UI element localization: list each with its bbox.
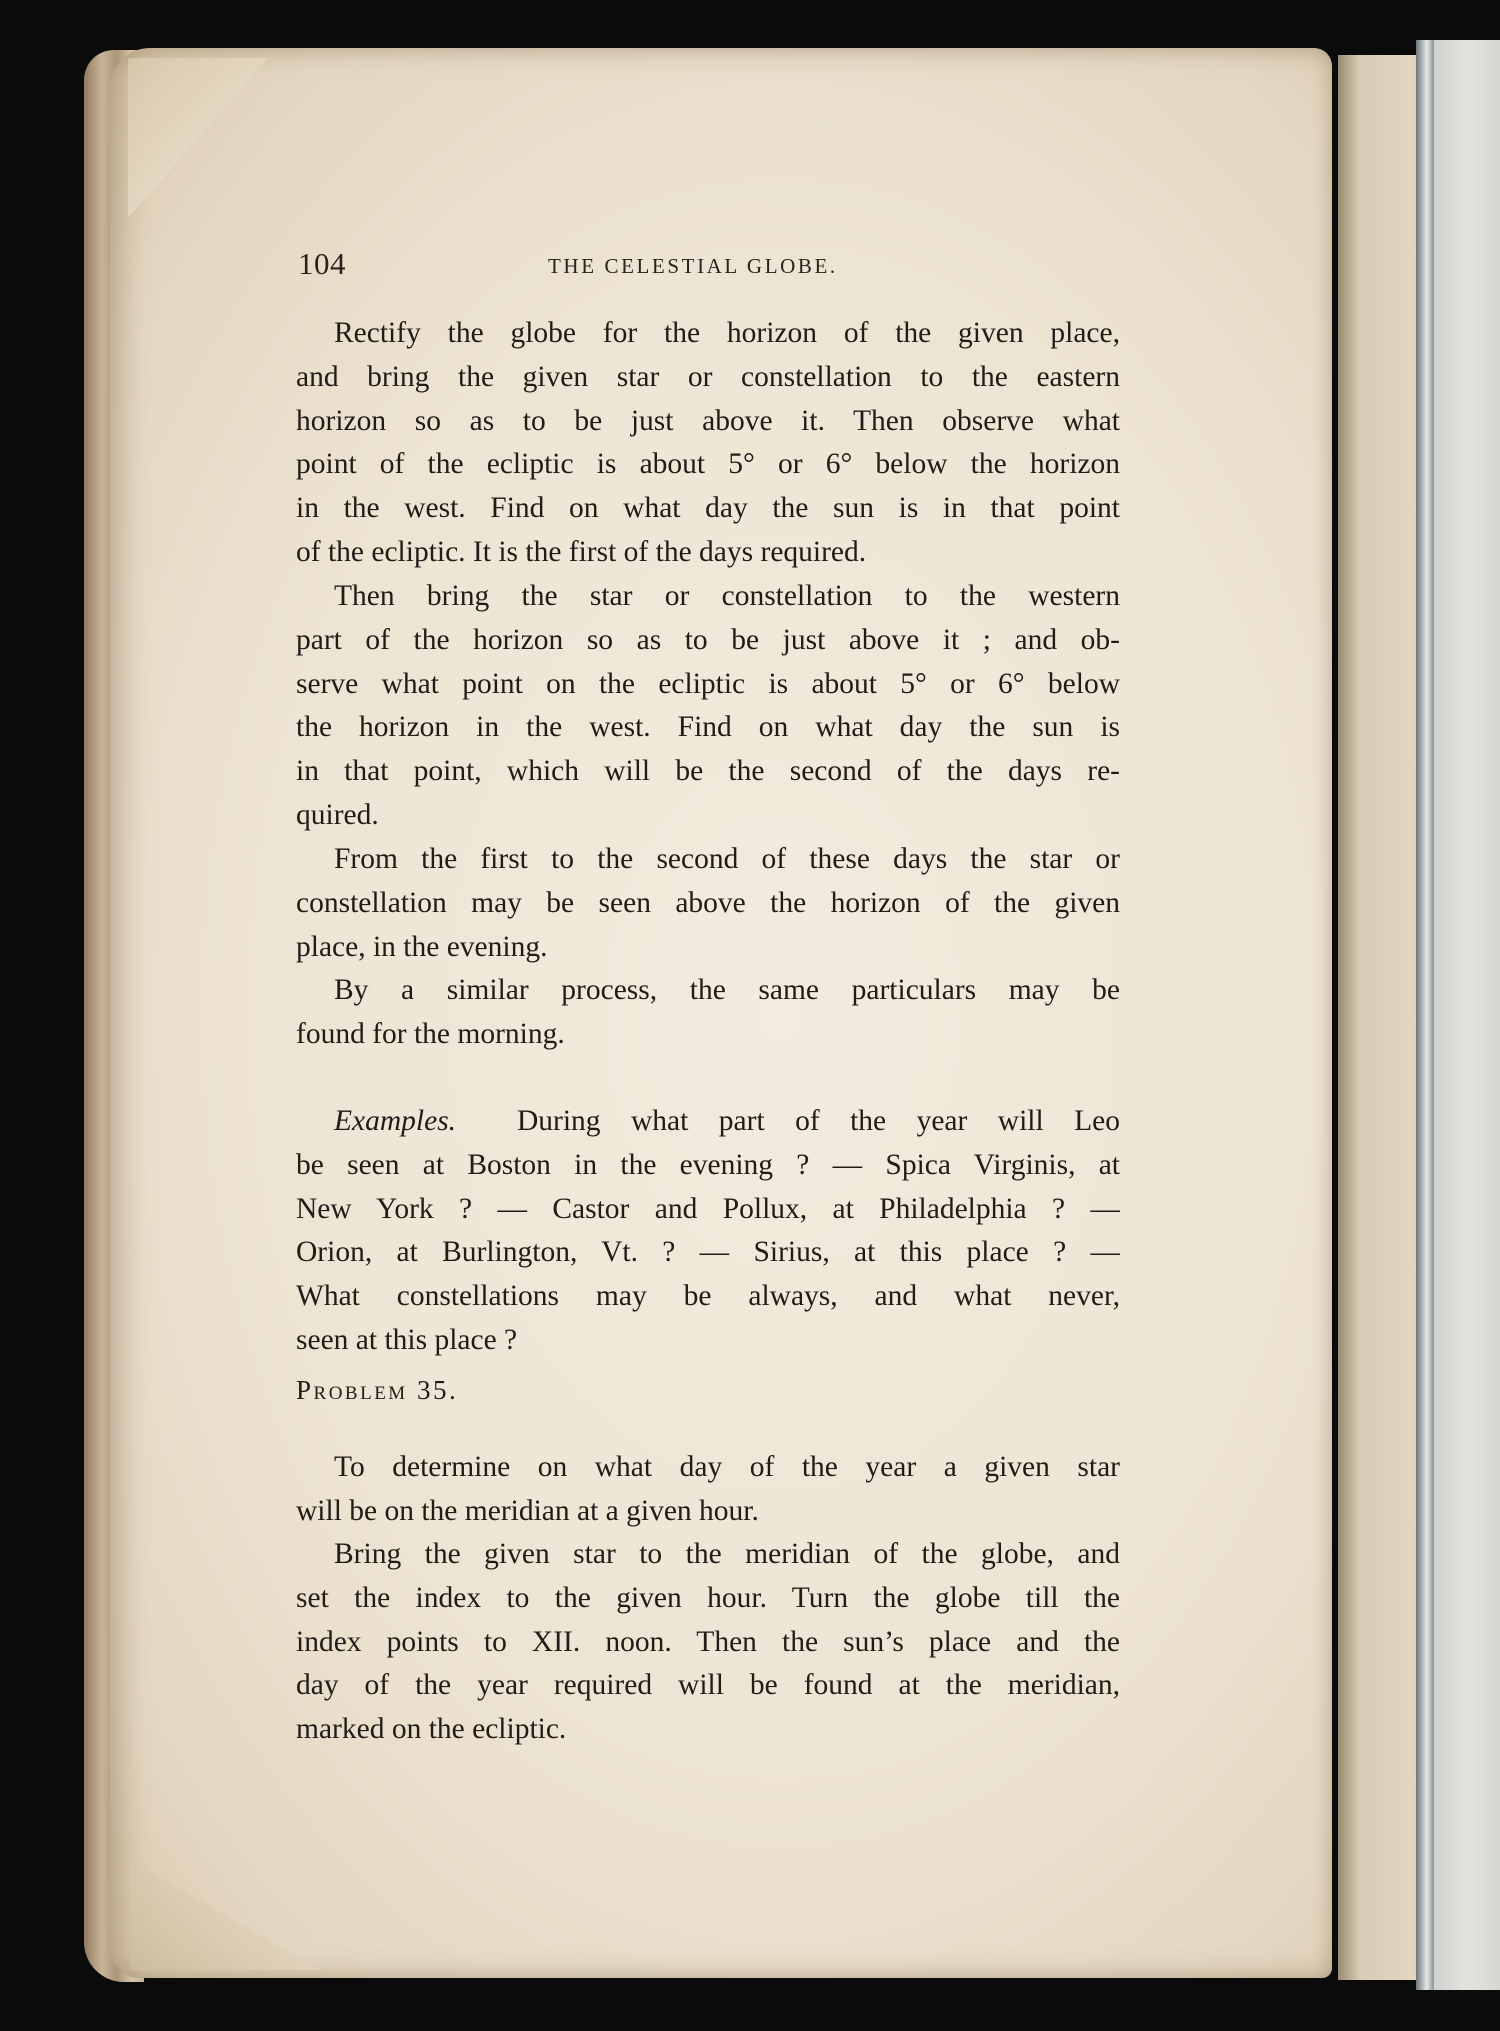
text-line: point of the ecliptic is about 5° or 6° below the horizon bbox=[296, 448, 1120, 481]
text-line: will be on the meridian at a given hour. bbox=[296, 1494, 759, 1527]
text-line: in that point, which will be the second of the days re- bbox=[296, 755, 1120, 788]
paragraph-3 bbox=[296, 838, 1120, 969]
text-line: seen at this place ? bbox=[296, 1323, 518, 1356]
text-line: horizon so as to be just above it. Then observe what bbox=[296, 404, 1120, 437]
text-line: To determine on what day of the year a given star bbox=[334, 1451, 1120, 1483]
text-line: found for the morning. bbox=[296, 1017, 565, 1050]
problem-statement bbox=[296, 1446, 1120, 1534]
problem-solution bbox=[296, 1533, 1120, 1752]
text-line: What constellations may be always, and what never, bbox=[296, 1280, 1120, 1313]
text-line: part of the horizon so as to be just above it ; and ob- bbox=[296, 623, 1120, 656]
text-line: in the west. Find on what day the sun is in that point bbox=[296, 492, 1120, 525]
text-line: of the ecliptic. It is the first of the days required. bbox=[296, 535, 867, 568]
text-line: constellation may be seen above the horizon of the given bbox=[296, 886, 1120, 919]
text-line: Orion, at Burlington, Vt. ? — Sirius, at this place ? — bbox=[296, 1236, 1120, 1269]
text-line: index points to XII. noon. Then the sun’s place and the bbox=[296, 1625, 1120, 1658]
text-line: serve what point on the ecliptic is about 5° or 6° below bbox=[296, 667, 1120, 700]
text-line: marked on the ecliptic. bbox=[296, 1713, 567, 1746]
text-line: the horizon in the west. Find on what day the sun is bbox=[296, 711, 1120, 744]
examples-paragraph bbox=[296, 1100, 1120, 1363]
examples-label: Examples. bbox=[334, 1105, 457, 1137]
text-line: New York ? — Castor and Pollux, at Philadelphia ? — bbox=[296, 1192, 1120, 1225]
paragraph-1 bbox=[296, 312, 1120, 575]
text-line: and bring the given star or constellation to the eastern bbox=[296, 360, 1120, 393]
text-line: day of the year required will be found at the meridian, bbox=[296, 1669, 1120, 1702]
text-line: set the index to the given hour. Turn the globe till the bbox=[296, 1581, 1120, 1614]
text-line: Bring the given star to the meridian of the globe, and bbox=[334, 1538, 1120, 1570]
problem-heading: Problem 35. bbox=[296, 1375, 459, 1405]
paragraph-4 bbox=[296, 969, 1120, 1057]
examples-first-line: During what part of the year will Leo bbox=[516, 1105, 1120, 1137]
text-line: place, in the evening. bbox=[296, 930, 548, 963]
book-spine-gutter bbox=[1416, 40, 1434, 1990]
text-line: quired. bbox=[296, 798, 379, 831]
text-line: By a similar process, the same particulars may be bbox=[334, 974, 1120, 1006]
text-line: Rectify the globe for the horizon of the given place, bbox=[334, 317, 1120, 349]
text-line bbox=[296, 1100, 1120, 1144]
running-head: THE CELESTIAL GLOBE. bbox=[548, 254, 838, 278]
paragraph-2 bbox=[296, 575, 1120, 838]
page-header bbox=[298, 246, 1122, 286]
book-cover-edge bbox=[1434, 40, 1500, 1990]
text-line: Then bring the star or constellation to the western bbox=[334, 580, 1120, 612]
page-number: 104 bbox=[298, 246, 346, 281]
text-line: From the first to the second of these days the star or bbox=[334, 843, 1120, 875]
text-line: be seen at Boston in the evening ? — Spica Virginis, at bbox=[296, 1148, 1120, 1181]
